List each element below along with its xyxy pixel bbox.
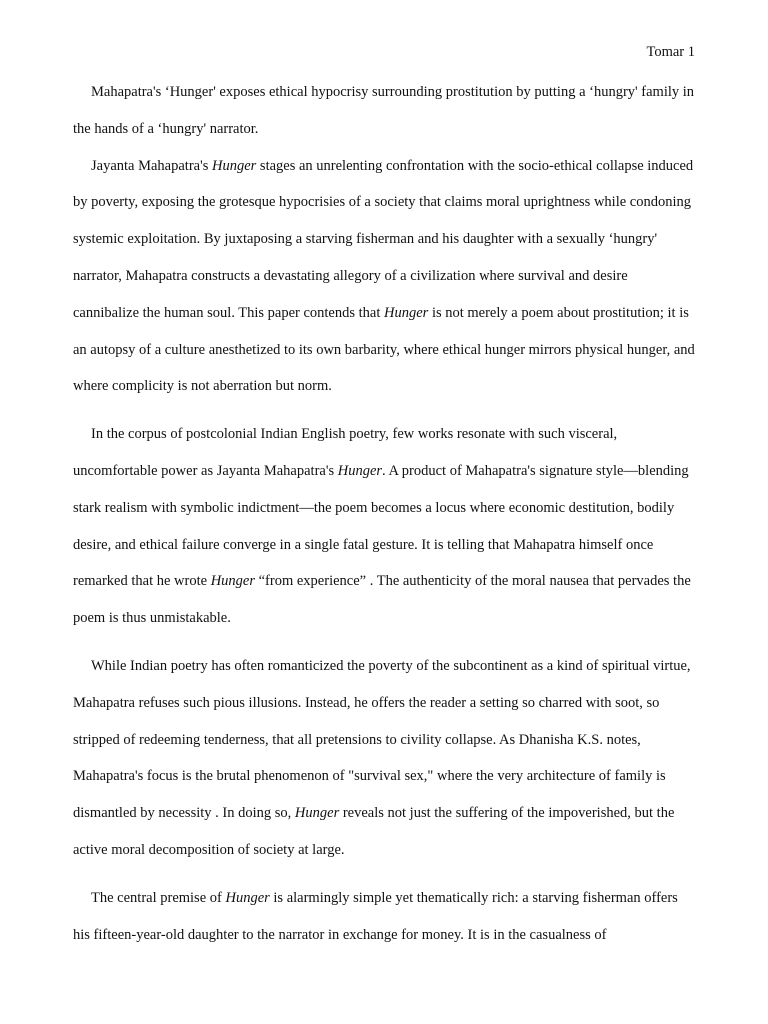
text-run: stages an unrelenting confrontation with the socio-ethical collapse induced by poverty, exposing the grotesque hypocrisies of a society that claims moral uprightness while condoning systemic exploitation. By juxtaposing a starving fisherman and his daughter with a sexually ‘hungry' narrator, Mahapatra constructs a devastating allegory of a civilization where survival and desire cannibalize the human soul. This paper contends that	[73, 157, 694, 321]
paragraph-context	[73, 416, 695, 637]
italic-title-run: Hunger	[211, 157, 257, 174]
paragraph-abstract	[73, 148, 695, 406]
paragraph-thesis	[73, 74, 695, 148]
italic-title-run: Hunger	[337, 462, 383, 479]
text-run: Jayanta Mahapatra's	[91, 157, 212, 174]
text-run: is alarmingly simple yet thematically rich: a starving fisherman offers his fifteen-year-old daughter to the narrator in exchange for money. It is in the casualness of	[73, 889, 678, 943]
text-run: While Indian poetry has often romanticized the poverty of the subcontinent as a kind of spiritual virtue, Mahapatra refuses such pious illusions. Instead, he offers the reader a setting so charred with soot, so stripped of redeeming tenderness, that all pretensions to civility collapse. As Dhanisha K.S. notes, Mahapatra's focus is the brutal phenomenon of "survival sex," where the very architecture of family is dismantled by necessity . In doing so,	[73, 657, 691, 822]
paragraph-premise	[73, 880, 695, 954]
text-run: The central premise of	[91, 889, 226, 906]
italic-title-run: Hunger	[225, 889, 270, 906]
italic-title-run: Hunger	[384, 304, 429, 321]
text-run: Mahapatra's ‘Hunger' exposes ethical hypocrisy surrounding prostitution by putting a ‘hungry' family in the hands of a ‘hungry' narrator.	[73, 84, 695, 137]
text-run: . A product of Mahapatra's signature style—blending stark realism with symbolic indictment—the poem becomes a locus where economic destitution, bodily desire, and ethical failure converge in a single fatal gesture. It is telling that Mahapatra himself once remarked that he wrote	[73, 462, 689, 590]
text-run: “from experience” . The authenticity of the moral nausea that pervades the poem is thus unmistakable.	[73, 573, 691, 627]
italic-title-run: Hunger	[210, 573, 255, 590]
running-head: Tomar 1	[646, 44, 695, 60]
body-text	[73, 74, 695, 953]
text-run: In the corpus of postcolonial Indian English poetry, few works resonate with such visceral, uncomfortable power as Jayanta Mahapatra's	[73, 426, 618, 479]
text-run: reveals not just the suffering of the impoverished, but the active moral decomposition of society at large.	[73, 805, 675, 858]
italic-title-run: Hunger	[294, 805, 340, 822]
paragraph-romanticism	[73, 648, 695, 869]
text-run: is not merely a poem about prostitution; it is an autopsy of a culture anesthetized to its own barbarity, where ethical hunger mirrors physical hunger, and where complicity is not aberration but norm.	[73, 304, 695, 395]
